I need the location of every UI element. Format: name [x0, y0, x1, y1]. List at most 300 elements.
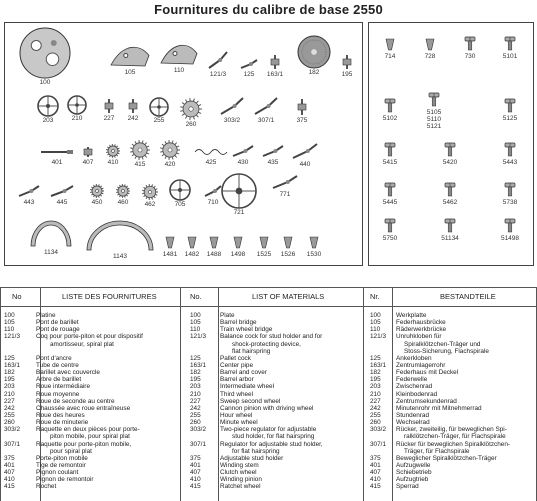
gear-icon — [115, 183, 131, 199]
table-row — [190, 419, 362, 426]
part-number: 307/1 — [190, 441, 214, 448]
part-description: Aufzugwelle — [396, 462, 430, 469]
part-description: Pont d'ancre — [36, 355, 72, 362]
part-description: Intermediate wheel — [220, 383, 274, 390]
table-row — [190, 483, 362, 490]
part-label: 100 — [15, 79, 75, 86]
table-row — [370, 448, 536, 455]
screw-icon — [502, 97, 518, 115]
part-description: Zentrumlagerrohr — [396, 362, 445, 369]
part-description: Pallet cock — [220, 355, 251, 362]
screw-icon — [382, 181, 398, 199]
part-label: 255 — [145, 117, 173, 124]
part-714 — [373, 35, 407, 60]
table-row — [4, 376, 180, 383]
part-label: 51134 — [433, 235, 467, 242]
part-number: 182 — [4, 369, 28, 376]
part-label: 5125 — [493, 115, 527, 122]
table-row — [370, 369, 536, 376]
table-row — [370, 333, 536, 340]
part-771 — [267, 173, 303, 198]
screw-icon — [382, 217, 398, 235]
table-row — [370, 341, 536, 348]
part-number: 195 — [4, 376, 28, 383]
part-description: Coq pour porte-piton et pour dispositif — [36, 333, 143, 340]
table-row — [370, 419, 536, 426]
table-row — [370, 433, 536, 440]
part-number: 182 — [190, 369, 214, 376]
table-row — [4, 412, 180, 419]
table-row — [370, 405, 536, 412]
part-label: 105 — [105, 69, 155, 76]
part-number: 182 — [370, 369, 394, 376]
part-705 — [165, 179, 195, 208]
pinion-icon — [81, 145, 95, 159]
table-row — [4, 383, 180, 390]
arc-icon — [85, 219, 155, 253]
part-description: Rücker, zweiteilig, für beweglichen Spi- — [396, 426, 507, 433]
table-row — [190, 376, 362, 383]
lever-icon — [239, 57, 259, 71]
column-en — [190, 312, 362, 491]
table-row — [4, 448, 180, 455]
table-row — [4, 362, 180, 369]
part-description: shock-protecting device, — [232, 341, 301, 348]
table-row — [4, 405, 180, 412]
jewel-icon — [382, 35, 398, 53]
part-description: Train wheel bridge — [220, 326, 272, 333]
part-label: 1526 — [277, 251, 299, 258]
part-number: 375 — [190, 455, 214, 462]
disc-icon — [297, 35, 331, 69]
lever-icon — [291, 141, 319, 161]
part-label: 125 — [235, 71, 263, 78]
part-description: Center pipe — [220, 362, 253, 369]
part-number: 407 — [370, 469, 394, 476]
pinion-icon — [101, 97, 117, 115]
table-row — [190, 383, 362, 390]
part-227 — [97, 97, 121, 122]
lever-icon — [261, 143, 285, 159]
part-number: 210 — [370, 391, 394, 398]
part-description: Raquette en deux pièces pour porte- — [36, 426, 140, 433]
part-label: 182 — [293, 69, 335, 76]
part-5105 — [417, 91, 451, 130]
part-443 — [13, 183, 45, 206]
wheel-icon — [221, 173, 257, 209]
part-number: 415 — [4, 483, 28, 490]
table-row — [190, 412, 362, 419]
screw-icon — [426, 91, 442, 109]
lever-icon — [207, 49, 229, 71]
part-description: Tube de centre — [36, 362, 79, 369]
part-1481 — [159, 233, 181, 258]
part-5420 — [433, 141, 467, 166]
part-number: 125 — [370, 355, 394, 362]
table-row — [370, 476, 536, 483]
arc-icon — [29, 219, 73, 249]
column-de — [370, 312, 536, 491]
pinion-icon — [125, 97, 141, 115]
part-730 — [453, 35, 487, 60]
pinion-icon — [267, 53, 283, 71]
part-5738 — [493, 181, 527, 206]
part-number: 203 — [4, 383, 28, 390]
part-description: Rochet — [36, 483, 56, 490]
part-label: 443 — [13, 199, 45, 206]
part-description: piton mobile, pour spiral plat — [50, 433, 130, 440]
part-label: 730 — [453, 53, 487, 60]
part-description: Rücker für beweglichen Spiralklötzchen- — [396, 441, 510, 448]
part-5101 — [493, 35, 527, 60]
stem-icon — [39, 145, 75, 159]
screw-icon — [502, 141, 518, 159]
part-728 — [413, 35, 447, 60]
gear-icon — [159, 139, 181, 161]
table-row — [370, 391, 536, 398]
table-row — [370, 312, 536, 319]
table-row — [370, 412, 536, 419]
part-1526 — [277, 233, 299, 258]
header-no-en: No. — [190, 288, 202, 306]
part-number: 105 — [4, 319, 28, 326]
table-row — [190, 426, 362, 433]
part-label: 375 — [289, 117, 315, 124]
part-label: 1498 — [227, 251, 249, 258]
part-435 — [257, 143, 289, 166]
part-label: 5445 — [373, 199, 407, 206]
part-label: 721 — [217, 209, 261, 216]
part-110 — [155, 37, 203, 74]
jewel-icon — [185, 233, 199, 251]
part-51498 — [493, 217, 527, 242]
part-label: 5738 — [493, 199, 527, 206]
pinion-icon — [339, 53, 355, 71]
part-number: 242 — [4, 405, 28, 412]
part-label: 1134 — [25, 249, 77, 256]
table-row — [190, 469, 362, 476]
part-label: 410 — [101, 159, 125, 166]
part-description: Zwischenrad — [396, 383, 432, 390]
table-row — [190, 448, 362, 455]
part-number: 105 — [370, 319, 394, 326]
bridge-icon — [109, 39, 151, 69]
part-number: 401 — [190, 462, 214, 469]
part-description: Pont de barillet — [36, 319, 79, 326]
part-number: 375 — [370, 455, 394, 462]
part-5102 — [373, 97, 407, 122]
part-label: 714 — [373, 53, 407, 60]
part-label: 415 — [125, 161, 155, 168]
part-number: 410 — [4, 476, 28, 483]
part-number: 110 — [4, 326, 28, 333]
part-number: 227 — [4, 398, 28, 405]
part-label: 51498 — [493, 235, 527, 242]
part-number: 163/1 — [4, 362, 28, 369]
lever-icon — [49, 183, 75, 199]
part-number: 303/2 — [370, 426, 394, 433]
screw-icon — [502, 35, 518, 53]
part-242 — [121, 97, 145, 122]
table-row — [4, 348, 180, 355]
part-number: 195 — [190, 376, 214, 383]
table-row — [4, 319, 180, 326]
part-number: 255 — [370, 412, 394, 419]
part-number: 125 — [4, 355, 28, 362]
part-label: 303/2 — [215, 117, 249, 124]
part-1525 — [253, 233, 275, 258]
part-description: Kleinbodenrad — [396, 391, 437, 398]
part-number: 203 — [370, 383, 394, 390]
part-182 — [293, 35, 335, 76]
lever-icon — [17, 183, 41, 199]
part-number: 203 — [190, 383, 214, 390]
part-number: 100 — [370, 312, 394, 319]
part-label: 771 — [267, 191, 303, 198]
part-description: Arbre de barillet — [36, 376, 81, 383]
header-no-fr: No — [12, 288, 22, 306]
table-row — [190, 333, 362, 340]
part-description: Spiralklötzchen-Träger und — [404, 341, 481, 348]
part-description: Stoss-Sicherung, Flachspirale — [404, 348, 489, 355]
part-1482 — [181, 233, 203, 258]
part-721 — [217, 173, 261, 216]
part-163-1 — [263, 53, 287, 78]
part-description: Räderwerkbrücke — [396, 326, 446, 333]
part-5445 — [373, 181, 407, 206]
table-row — [4, 326, 180, 333]
part-462 — [137, 183, 163, 208]
part-description: stud holder, for flat hairspring — [232, 433, 314, 440]
part-1498 — [227, 233, 249, 258]
part-description: Hour wheel — [220, 412, 252, 419]
part-label: 5420 — [433, 159, 467, 166]
part-number: 210 — [190, 391, 214, 398]
part-number: 410 — [190, 476, 214, 483]
screw-icon — [462, 35, 478, 53]
part-number: 307/1 — [370, 441, 394, 448]
part-label: 450 — [85, 199, 109, 206]
part-401 — [35, 145, 79, 166]
part-label: 1530 — [303, 251, 325, 258]
part-5125 — [493, 97, 527, 122]
part-label: 260 — [175, 121, 207, 128]
part-430 — [227, 143, 259, 166]
parts-table — [0, 287, 537, 501]
part-description: Tige de remontoir — [36, 462, 86, 469]
part-label: 425 — [189, 159, 233, 166]
header-title-de: BESTANDTEILE — [440, 288, 496, 306]
part-description: pour spiral plat — [50, 448, 92, 455]
part-label: 1481 — [159, 251, 181, 258]
part-description: Barrel bridge — [220, 319, 257, 326]
part-description: Two-piece regulator for adjustable — [220, 426, 316, 433]
part-label: 401 — [35, 159, 79, 166]
part-label: 203 — [33, 117, 63, 124]
part-description: Federhausbrücke — [396, 319, 446, 326]
part-303-2 — [215, 95, 249, 124]
part-description: Zentrumsekundenrad — [396, 398, 457, 405]
part-description: flat hairspring — [232, 348, 270, 355]
part-description: Balance cock for stud holder and for — [220, 333, 322, 340]
part-label: 163/1 — [263, 71, 287, 78]
table-row — [190, 476, 362, 483]
part-number: 163/1 — [190, 362, 214, 369]
wheel-icon — [67, 95, 87, 115]
table-row — [4, 455, 180, 462]
lever-icon — [253, 95, 279, 117]
part-description: Unruhkloben für — [396, 333, 441, 340]
table-row — [4, 419, 180, 426]
part-number: 100 — [190, 312, 214, 319]
pinion-icon — [293, 97, 311, 117]
table-row — [4, 483, 180, 490]
part-description: Sperrad — [396, 483, 419, 490]
table-row — [4, 312, 180, 319]
gear-icon — [179, 97, 203, 121]
header-title-en: LIST OF MATERIALS — [252, 288, 324, 306]
gear-icon — [129, 139, 151, 161]
part-label: 435 — [257, 159, 289, 166]
divider — [0, 288, 1, 501]
table-row — [370, 469, 536, 476]
divider — [180, 288, 181, 501]
part-description: Wechselrad — [396, 419, 430, 426]
part-description: Minutenrohr mit Mitnehmerrad — [396, 405, 482, 412]
table-row — [4, 391, 180, 398]
jewel-icon — [163, 233, 177, 251]
part-105 — [105, 39, 155, 76]
part-number: 121/3 — [370, 333, 394, 340]
part-label: 430 — [227, 159, 259, 166]
table-row — [4, 355, 180, 362]
part-description: Clutch wheel — [220, 469, 257, 476]
part-label: 227 — [97, 115, 121, 122]
part-description: Platine — [36, 312, 56, 319]
part-1530 — [303, 233, 325, 258]
part-445 — [45, 183, 79, 206]
part-125 — [235, 57, 263, 78]
part-description: Roue intermédiaire — [36, 383, 90, 390]
part-number: 227 — [190, 398, 214, 405]
part-460 — [111, 183, 135, 206]
part-description: Barillet avec couvercle — [36, 369, 100, 376]
part-description: Regulator for adjustable stud holder, — [220, 441, 323, 448]
table-row — [4, 476, 180, 483]
gear-icon — [105, 143, 121, 159]
table-row — [4, 441, 180, 448]
part-description: Pignon de remontoir — [36, 476, 94, 483]
main-parts-diagram — [4, 22, 363, 266]
part-description: Porte-piton mobile — [36, 455, 88, 462]
part-description: for flat hairspring — [232, 448, 280, 455]
table-row — [370, 483, 536, 490]
table-row — [4, 341, 180, 348]
part-label: 1525 — [253, 251, 275, 258]
table-row — [190, 348, 362, 355]
part-label: 407 — [77, 159, 99, 166]
screw-icon — [502, 181, 518, 199]
table-row — [4, 398, 180, 405]
table-row — [4, 469, 180, 476]
part-number: 260 — [190, 419, 214, 426]
part-label: 710 — [199, 199, 227, 206]
table-row — [190, 319, 362, 326]
part-number: 227 — [370, 398, 394, 405]
part-number: 242 — [190, 405, 214, 412]
part-description: Winding pinion — [220, 476, 262, 483]
part-label: 5462 — [433, 199, 467, 206]
part-label: 462 — [137, 201, 163, 208]
part-100 — [15, 27, 75, 86]
table-row — [4, 426, 180, 433]
part-number: 303/2 — [190, 426, 214, 433]
header-title-fr: LISTE DES FOURNITURES — [62, 288, 157, 306]
part-420 — [155, 139, 185, 168]
part-number: 105 — [190, 319, 214, 326]
part-description: Roue moyenne — [36, 391, 79, 398]
table-row — [370, 355, 536, 362]
part-description: Barrel and cover — [220, 369, 267, 376]
divider — [363, 288, 364, 501]
part-label: 5121 — [417, 123, 451, 130]
part-121-3 — [203, 49, 233, 78]
part-415 — [125, 139, 155, 168]
column-fr — [4, 312, 180, 491]
jewel-icon — [307, 233, 321, 251]
part-label: 307/1 — [249, 117, 283, 124]
part-description: Third wheel — [220, 391, 253, 398]
part-number: 242 — [370, 405, 394, 412]
plate-icon — [19, 27, 71, 79]
table-row — [370, 441, 536, 448]
lever-icon — [231, 143, 255, 159]
part-label: 5110 — [417, 116, 451, 123]
part-description: Pont de rouage — [36, 326, 80, 333]
part-description: Beweglicher Spiralklötzchen-Träger — [396, 455, 497, 462]
screw-icon — [502, 217, 518, 235]
table-row — [190, 455, 362, 462]
part-number: 307/1 — [4, 441, 28, 448]
table-row — [370, 426, 536, 433]
gear-icon — [141, 183, 159, 201]
table-row — [190, 462, 362, 469]
part-description: Barrel arbor — [220, 376, 254, 383]
part-number: 210 — [4, 391, 28, 398]
part-number: 255 — [190, 412, 214, 419]
part-number: 195 — [370, 376, 394, 383]
part-label: 242 — [121, 115, 145, 122]
part-description: Federwelle — [396, 376, 427, 383]
part-number: 260 — [4, 419, 28, 426]
table-row — [370, 362, 536, 369]
part-description: amortisseur, spiral plat — [50, 341, 114, 348]
part-5462 — [433, 181, 467, 206]
part-label: 5443 — [493, 159, 527, 166]
part-203 — [33, 95, 63, 124]
part-description: Ankerkloben — [396, 355, 432, 362]
part-label: 5105 — [417, 109, 451, 116]
part-label: 1482 — [181, 251, 203, 258]
part-number: 260 — [370, 419, 394, 426]
part-51134 — [433, 217, 467, 242]
table-row — [4, 369, 180, 376]
part-number: 410 — [370, 476, 394, 483]
table-row — [190, 369, 362, 376]
table-row — [190, 441, 362, 448]
part-description: Roue des heures — [36, 412, 85, 419]
table-row — [370, 455, 536, 462]
